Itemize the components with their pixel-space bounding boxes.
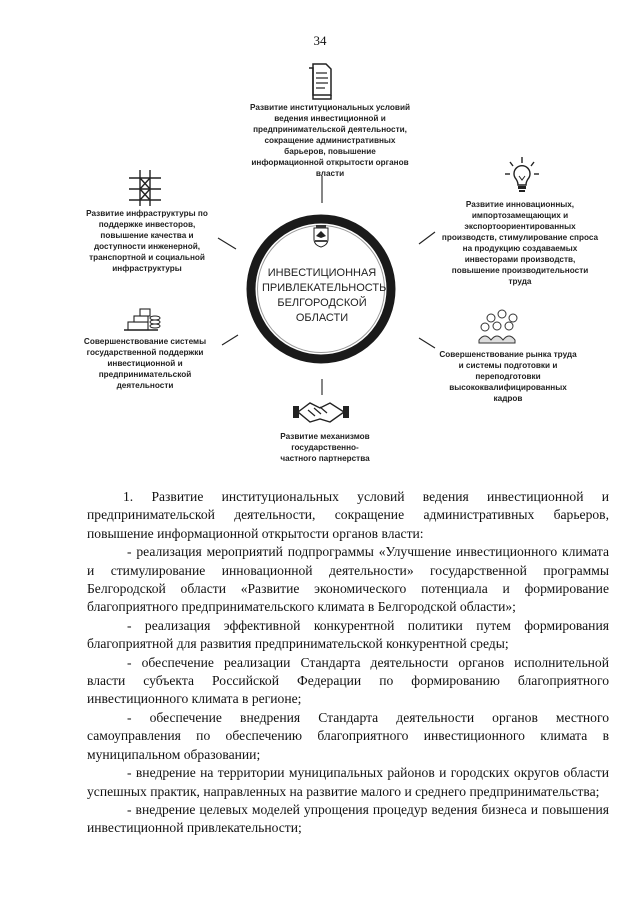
document-icon xyxy=(309,64,331,99)
node-infrastructure: Развитие инфраструктуры по поддержке инвесторов, повышение качества и доступности инженерной, транспортной и социальной инфраструктуры xyxy=(86,209,208,273)
page-number: 34 xyxy=(313,33,327,48)
list-item: - обеспечение реализации Стандарта деятельности органов исполнительной власти субъекта Российской Федерации по формированию благоприятного инвестиционного климата в регионе; xyxy=(87,654,609,707)
list-item: - реализация эффективной конкурентной политики путем формирования благоприятной для развития предпринимательской конкурентной среды; xyxy=(87,617,609,652)
list-item: - внедрение целевых моделей упрощения процедур ведения бизнеса и повышения инвестиционной привлекательности; xyxy=(87,801,609,836)
list-item: - внедрение на территории муниципальных районов и городских округов области успешных практик, направленных на развитие малого и среднего предпринимательства; xyxy=(87,765,609,799)
connector-top-left xyxy=(218,238,236,249)
node-labor-market: Совершенствование рынка труда и системы подготовки и переподготовки высококвалифицированных кадров xyxy=(439,350,577,403)
paragraph: 1. Развитие институциональных условий ведения инвестиционной и предпринимательской деятельности, сокращение административных барьеров, повышение информационной открытости органов власти: xyxy=(87,489,609,541)
power-line-icon xyxy=(129,170,161,206)
connector-left xyxy=(222,335,238,345)
connector-right xyxy=(419,338,435,348)
list-item: - реализация мероприятий подпрограммы «Улучшение инвестиционного климата и стимулирование инновационной деятельности» государственной программы Белгородской области «Развитие экономического потенциала и формирование благоприятного предпринимательского климата в Белгородской области»; xyxy=(87,544,609,615)
node-ppp: Развитие механизмов государственно-частного партнерства xyxy=(280,432,370,463)
money-icon xyxy=(124,309,160,330)
diagram-center-title: ИНВЕСТИЦИОННАЯ ПРИВЛЕКАТЕЛЬНОСТЬ БЕЛГОРОДСКОЙ ОБЛАСТИ xyxy=(262,267,387,324)
people-icon xyxy=(479,310,517,343)
document-body xyxy=(87,488,609,838)
handshake-icon xyxy=(293,403,349,422)
node-state-support: Совершенствование системы государственной поддержки инвестиционной и предпринимательской деятельности xyxy=(83,337,207,390)
connector-top-right xyxy=(419,232,435,244)
list-item: - обеспечение внедрения Стандарта деятельности органов местного самоуправления по обеспечению благоприятного инвестиционного климата в муниципальном образовании; xyxy=(87,709,609,762)
node-innovation: Развитие инновационных, импортозамещающих и экспортоориентированных производств, стимулирование спроса на продукцию создаваемых инвесторами производств, повышение производительности труда xyxy=(441,200,599,286)
lightbulb-icon xyxy=(505,157,539,192)
node-institutional: Развитие институциональных условий ведения инвестиционной и предпринимательской деятельности, сокращение административных барьеров, повышение информационной открытости органов власти xyxy=(249,103,411,178)
coat-of-arms-icon xyxy=(314,225,328,247)
